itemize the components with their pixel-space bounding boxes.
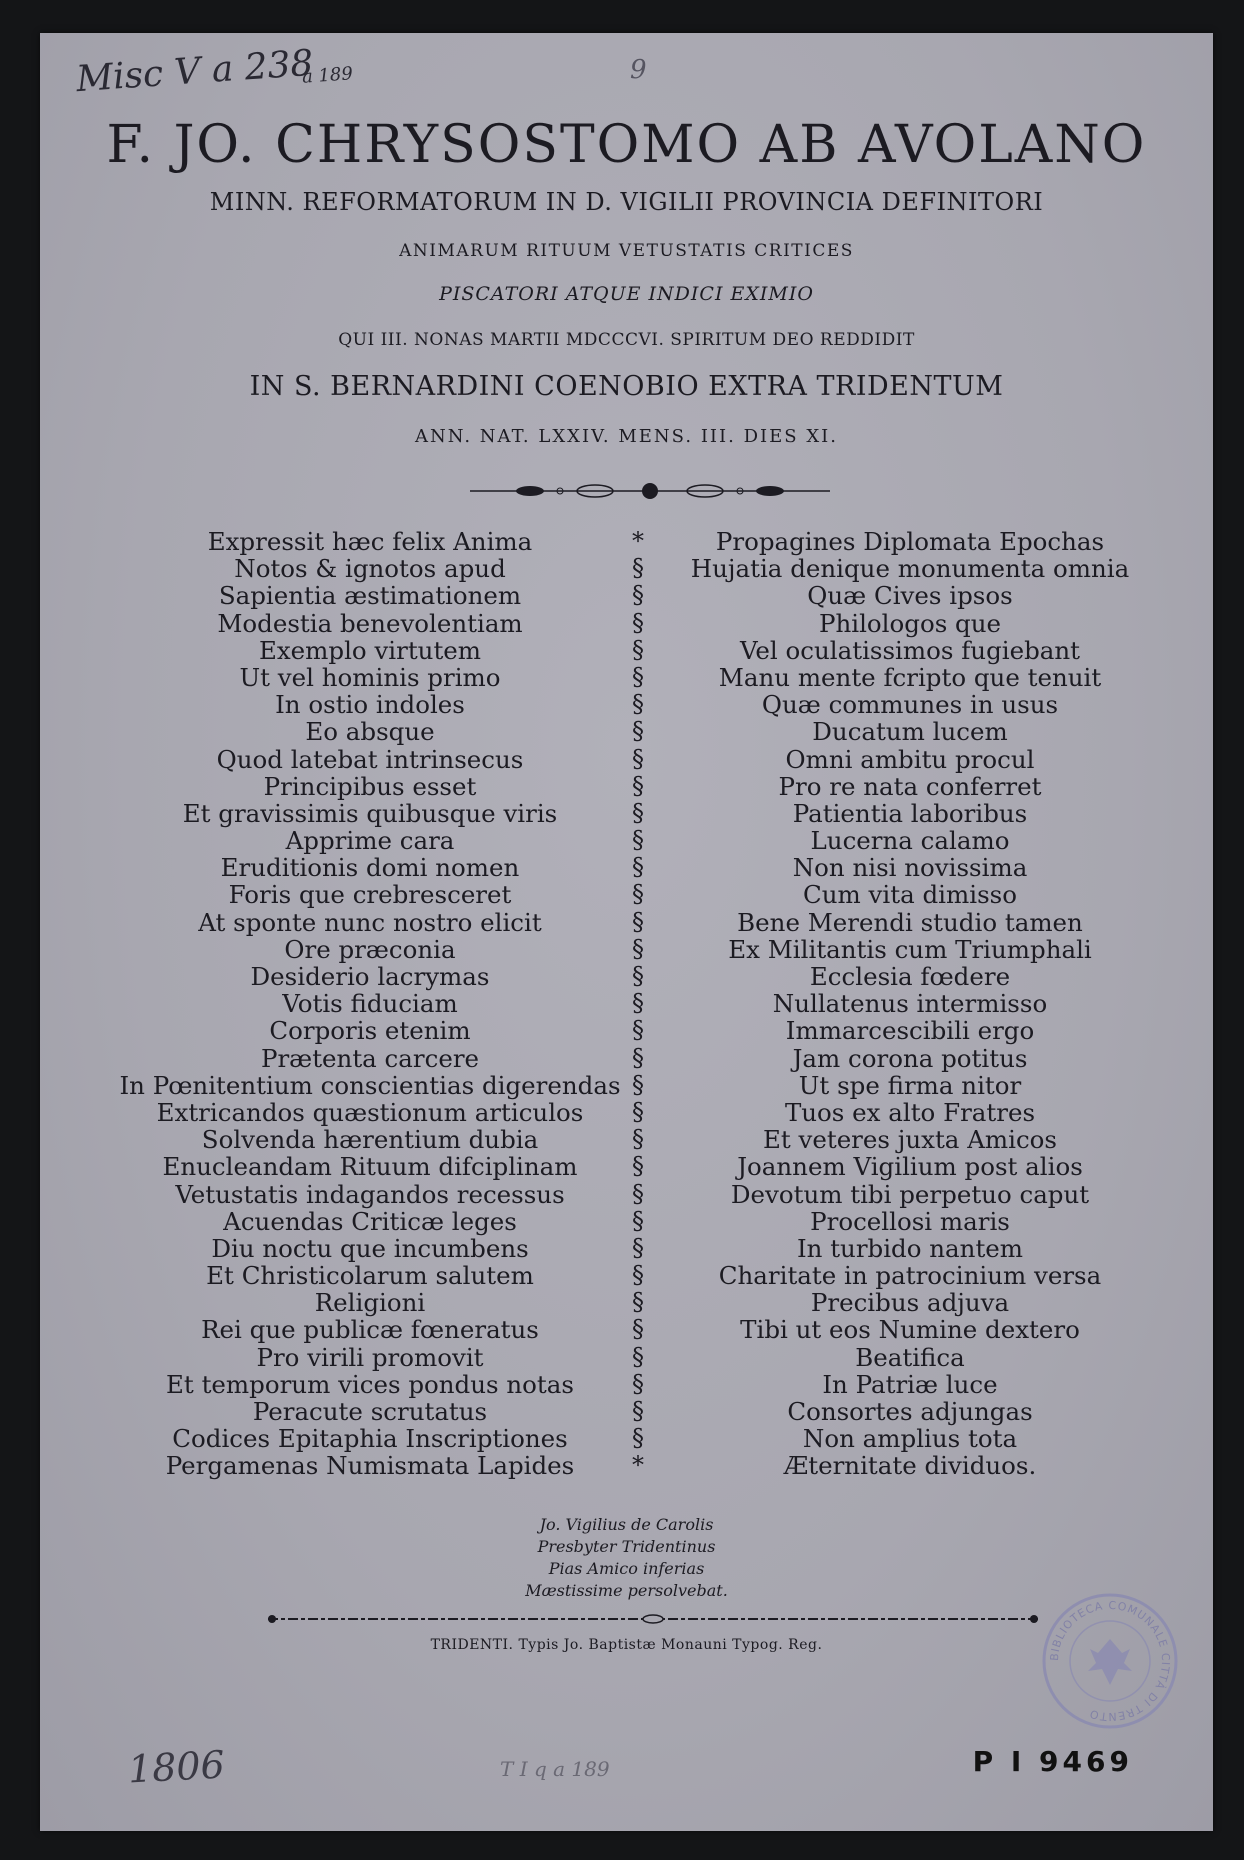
poem-line: Ecclesia fœdere (809, 962, 1011, 991)
poem-line: Immarcescibili ergo (785, 1016, 1035, 1046)
section-mark: § (632, 690, 644, 719)
poem-line: Diu noctu que incumbens (211, 1233, 529, 1263)
section-mark: § (632, 853, 644, 882)
poem-line: Eruditionis domi nomen (220, 853, 520, 883)
poem-line: Cum vita dimisso (803, 880, 1017, 910)
section-mark: * (632, 527, 644, 555)
poem-line: Vel oculatissimos fugiebant (739, 635, 1081, 665)
svg-text:BIBLIOTECA COMUNALE CITTÀ DI T: BIBLIOTECA COMUNALE CITTÀ DI TRENTO (1047, 1598, 1173, 1724)
poem-line: Ex Militantis cum Triumphali (728, 934, 1092, 964)
poem-line: Ut vel hominis primo (239, 662, 501, 692)
poem-line: Votis fiduciam (282, 989, 458, 1019)
section-mark: § (632, 744, 644, 773)
poem-line: Foris que crebresceret (228, 880, 512, 910)
poem-line: Eo absque (305, 717, 435, 747)
poem-line: Pergamenas Numismata Lapides (165, 1451, 575, 1481)
poem-line: Quod latebat intrinsecus (216, 744, 524, 774)
section-mark: § (632, 1315, 644, 1344)
poem-line: Procellosi maris (810, 1206, 1010, 1236)
poem-line: Lucerna calamo (810, 826, 1010, 856)
section-mark: § (632, 1397, 644, 1425)
poem-line: Expressit hæc felix Anima (207, 527, 533, 556)
section-mark: § (632, 1179, 644, 1208)
poem-line: Nullatenus intermisso (772, 989, 1048, 1019)
section-mark: § (632, 1125, 644, 1154)
poem-line: Peracute scrutatus (252, 1397, 488, 1426)
section-mark: § (632, 1070, 644, 1099)
section-mark: § (632, 771, 644, 800)
poem-line: Acuendas Criticæ leges (223, 1206, 517, 1236)
poem-line: Non nisi novissima (792, 853, 1028, 883)
section-mark: § (632, 962, 644, 990)
poem-line: Beatifica (855, 1342, 965, 1372)
section-mark: § (632, 1261, 644, 1290)
poem-line: At sponte nunc nostro elicit (198, 907, 542, 937)
poem-line: Et temporum vices pondus notas (166, 1369, 574, 1399)
pencil-note: T I q a 189 (500, 1757, 610, 1781)
heading-line-7: ANN. NAT. LXXIV. MENS. III. DIES XI. (415, 426, 838, 447)
poem-line: Extricandos quæstionum articulos (156, 1097, 584, 1127)
poem-line: Et veteres juxta Amicos (762, 1125, 1057, 1155)
poem-line: Ore præconia (284, 934, 456, 964)
section-mark: § (632, 635, 644, 664)
poem-line: Pro virili promovit (256, 1342, 484, 1372)
section-mark: § (632, 934, 644, 963)
poem-separator-column (618, 528, 658, 1480)
poem-line: Tuos ex alto Fratres (784, 1097, 1036, 1127)
poem-line: Jam corona potitus (792, 1043, 1028, 1073)
section-mark: § (632, 1233, 644, 1262)
poem-line: Rei que publicæ fœneratus (201, 1315, 539, 1345)
poem-left-column (100, 528, 640, 1480)
shelfmark-handwritten: Misc V a 238 (74, 42, 315, 101)
section-mark: § (632, 826, 644, 855)
signature-line-2: Presbyter Tridentinus (537, 1537, 716, 1556)
poem-line: Consortes adjungas (787, 1397, 1033, 1426)
section-mark: § (632, 798, 644, 827)
section-mark: § (632, 1342, 644, 1371)
poem-line: Ducatum lucem (812, 717, 1008, 747)
poem-line: Propagines Diplomata Epochas (715, 527, 1105, 556)
section-mark: § (632, 880, 644, 909)
poem-line: Tibi ut eos Numine dextero (740, 1315, 1080, 1345)
poem-line: Patientia laboribus (792, 798, 1028, 828)
poem-line: Ut spe firma nitor (798, 1070, 1022, 1100)
poem-line: Vetustatis indagandos recessus (175, 1179, 565, 1209)
section-mark: § (632, 1016, 644, 1045)
poem-line: Et gravissimis quibusque viris (182, 798, 558, 828)
broadside-sheet (40, 33, 1213, 1831)
section-mark: § (632, 717, 644, 746)
poem-line: In ostio indoles (275, 690, 465, 720)
signature-line-4: Mæstissime persolvebat. (525, 1581, 728, 1600)
year-handwritten: 1806 (126, 1742, 226, 1792)
poem-line: Hujatia denique monumenta omnia (690, 554, 1130, 584)
poem-line: Bene Merendi studio tamen (737, 907, 1083, 937)
heading-line-4: PISCATORI ATQUE INDICI EXIMIO (439, 283, 814, 305)
section-mark: § (632, 608, 644, 637)
heading-line-2: MINN. REFORMATORUM IN D. VIGILII PROVINCIA DEFINITORI (209, 188, 1044, 216)
poem-line: Solvenda hærentium dubia (201, 1125, 539, 1155)
poem-line: Pro re nata conferret (778, 771, 1042, 801)
poem-line: Apprime cara (285, 826, 455, 856)
poem-line: Religioni (314, 1288, 426, 1318)
poem-line: Manu mente fcripto que tenuit (718, 662, 1102, 692)
poem-line: Quæ communes in usus (761, 690, 1059, 720)
poem-line: Æternitate dividuos. (783, 1451, 1037, 1481)
heading-line-3: ANIMARUM RITUUM VETUSTATIS CRITICES (399, 241, 854, 261)
section-mark: § (632, 1206, 644, 1235)
poem-line: In Patriæ luce (822, 1369, 998, 1399)
poem-right-column (660, 528, 1160, 1480)
page-number-handwritten: 9 (630, 55, 647, 85)
section-mark: § (632, 989, 644, 1018)
inventory-number: P I 9469 (972, 1745, 1133, 1778)
ornament-rule (268, 1612, 1038, 1626)
section-mark: § (632, 662, 644, 691)
title: F. JO. CHRYSOSTOMO AB AVOLANO (106, 115, 1147, 175)
section-mark: * (632, 1451, 644, 1480)
library-stamp (1040, 1591, 1180, 1731)
section-mark: § (632, 581, 644, 610)
heading-line-5: QUI III. NONAS MARTII MDCCCVI. SPIRITUM DEO REDDIDIT (338, 330, 915, 350)
poem-line: Prætenta carcere (260, 1043, 480, 1073)
poem-line: Principibus esset (263, 771, 477, 801)
poem-line: Codices Epitaphia Inscriptiones (172, 1424, 568, 1454)
heading-line-6: IN S. BERNARDINI COENOBIO EXTRA TRIDENTUM (249, 371, 1004, 402)
section-mark: § (632, 1424, 644, 1453)
poem-line: Modestia benevolentiam (217, 608, 523, 638)
printer-imprint: TRIDENTI. Typis Jo. Baptistæ Monauni Typog. Reg. (430, 1637, 823, 1653)
poem-line: Notos & ignotos apud (234, 554, 506, 584)
signature-line-3: Pias Amico inferias (548, 1559, 705, 1578)
poem-line: Philologos que (818, 608, 1002, 638)
section-mark: § (632, 907, 644, 936)
poem-line: Joannem Vigilium post alios (737, 1152, 1083, 1182)
section-mark: § (632, 1043, 644, 1072)
signature-line-1: Jo. Vigilius de Carolis (539, 1515, 714, 1534)
section-mark: § (632, 554, 644, 583)
ornament-divider (470, 479, 830, 503)
poem-line: In turbido nantem (796, 1233, 1024, 1263)
poem-line: Corporis etenim (269, 1016, 471, 1046)
shelfmark-small-handwritten: a 189 (301, 63, 354, 88)
section-mark: § (632, 1152, 644, 1181)
poem-line: Non amplius tota (802, 1424, 1018, 1454)
poem-line: Quæ Cives ipsos (807, 581, 1013, 611)
section-mark: § (632, 1369, 644, 1398)
section-mark: § (632, 1097, 644, 1126)
poem-line: Charitate in patrocinium versa (718, 1261, 1102, 1291)
poem-line: Sapientia æstimationem (218, 581, 522, 611)
poem-line: Exemplo virtutem (258, 635, 482, 665)
poem-line: Precibus adjuva (810, 1288, 1010, 1318)
poem-line: Desiderio lacrymas (250, 962, 490, 991)
poem-line: Devotum tibi perpetuo caput (730, 1179, 1090, 1209)
section-mark: § (632, 1288, 644, 1317)
poem-line: In Pœnitentium conscientias digerendas (119, 1070, 621, 1100)
poem-line: Et Christicolarum salutem (206, 1261, 534, 1291)
poem-line: Omni ambitu procul (785, 744, 1035, 774)
poem-line: Enucleandam Rituum difciplinam (162, 1152, 578, 1182)
